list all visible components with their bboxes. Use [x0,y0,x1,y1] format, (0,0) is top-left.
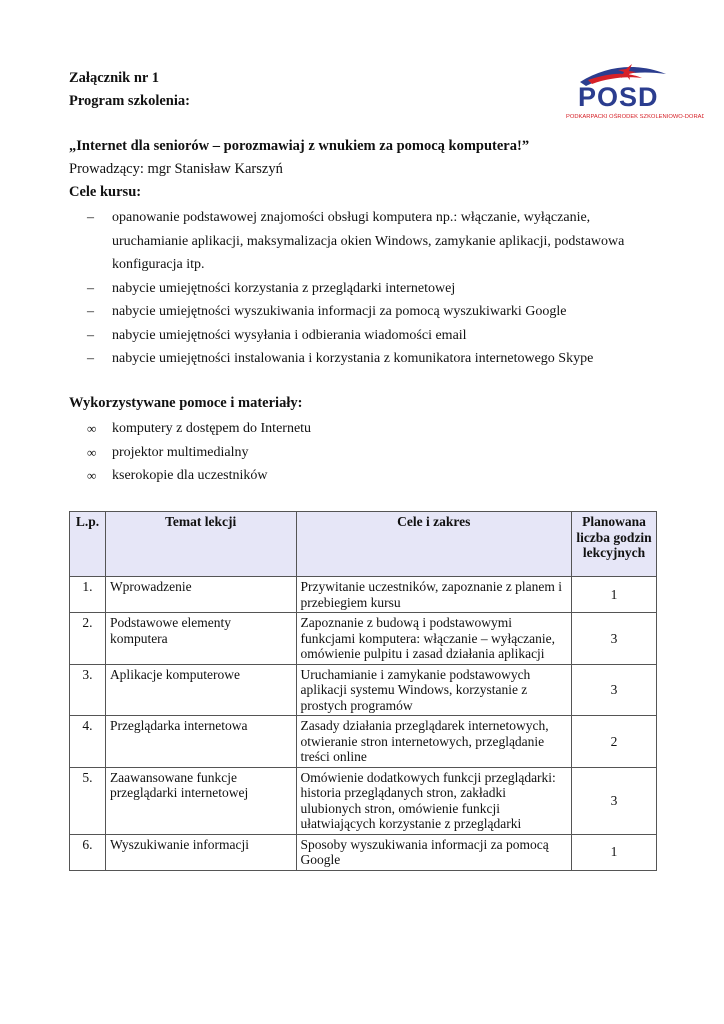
list-item [69,324,659,348]
dash-bullet: – [87,210,94,225]
list-item [69,347,659,371]
table-row [70,834,657,870]
infinity-bullet-icon: ∞ [87,468,97,483]
table-row [70,613,657,665]
logo-subtitle: PODKARPACKI OŚRODEK SZKOLENIOWO-DORADCZY [566,114,704,120]
program-heading: Program szkolenia: [69,93,190,109]
logo-text: POSD [578,82,659,112]
cell-topic: Wyszukiwanie informacji [105,834,296,870]
dash-bullet: – [87,304,94,319]
material-text: kserokopie dla uczestników [112,468,268,483]
posd-logo [566,60,704,124]
cell-goals: Przywitanie uczestników, zapoznanie z planem i przebiegiem kursu [296,577,572,613]
table-row [70,716,657,768]
infinity-bullet-icon: ∞ [87,444,97,460]
header-topic: Temat lekcji [105,512,296,577]
goals-list [69,206,659,371]
lessons-table [69,511,657,871]
dash-bullet: – [87,327,94,343]
goal-text: nabycie umiejętności wysyłania i odbierania wiadomości email [112,327,467,343]
cell-hours: 1 [572,834,657,870]
dash-bullet: – [87,280,94,296]
course-title: „Internet dla seniorów – porozmawiaj z wnukiem za pomocą komputera!” [69,138,530,154]
header-lp: L.p. [70,512,106,577]
list-item [69,300,659,324]
goals-heading: Cele kursu: [69,184,142,200]
table-row [70,664,657,716]
cell-hours: 3 [572,613,657,665]
cell-goals: Uruchamianie i zamykanie podstawowych aplikacji systemu Windows, korzystanie z prostych programów [296,664,572,716]
material-text: projektor multimedialny [112,444,249,460]
list-item [69,206,659,277]
goal-text: nabycie umiejętności wyszukiwania informacji za pomocą wyszukiwarki Google [112,304,567,319]
instructor-line: Prowadzący: mgr Stanisław Karszyń [69,161,283,177]
cell-goals: Omówienie dodatkowych funkcji przeglądarki: historia przeglądanych stron, zakładki ulubionych stron, omówienie funkcji ułatwiających korzystanie z przeglądarki [296,767,572,834]
goal-text: opanowanie podstawowej znajomości obsługi komputera np.: włączanie, wyłączanie, uruchamianie aplikacji, maksymalizacja okien Windows, zamykanie aplikacji, podstawowa konfiguracja itp. [112,210,625,272]
cell-lp: 6. [70,834,106,870]
material-text: komputery z dostępem do Internetu [112,421,312,436]
cell-lp: 5. [70,767,106,834]
list-item [69,417,311,441]
cell-topic: Przeglądarka internetowa [105,716,296,768]
posd-logo-graphic [566,60,704,124]
cell-hours: 3 [572,767,657,834]
list-item [69,464,311,488]
cell-topic: Zaawansowane funkcje przeglądarki internetowej [105,767,296,834]
cell-topic: Podstawowe elementy komputera [105,613,296,665]
cell-goals: Zasady działania przeglądarek internetowych, otwieranie stron internetowych, przeglądanie treści online [296,716,572,768]
table-header-row [70,512,657,577]
cell-goals: Zapoznanie z budową i podstawowymi funkcjami komputera: włączanie – wyłączanie, omówienie pulpitu i zasad działania aplikacji [296,613,572,665]
cell-goals: Sposoby wyszukiwania informacji za pomocą Google [296,834,572,870]
header-goals: Cele i zakres [296,512,572,577]
materials-list [69,417,311,488]
cell-topic: Aplikacje komputerowe [105,664,296,716]
annex-label: Załącznik nr 1 [69,70,159,86]
cell-hours: 2 [572,716,657,768]
cell-lp: 2. [70,613,106,665]
header-hours: Planowana liczba godzin lekcyjnych [572,512,657,577]
list-item [69,277,659,301]
cell-lp: 4. [70,716,106,768]
cell-lp: 1. [70,577,106,613]
materials-heading: Wykorzystywane pomoce i materiały: [69,395,303,411]
cell-hours: 1 [572,577,657,613]
dash-bullet: – [87,351,94,366]
goal-text: nabycie umiejętności korzystania z przeglądarki internetowej [112,280,456,296]
infinity-bullet-icon: ∞ [87,421,97,436]
cell-hours: 3 [572,664,657,716]
goal-text: nabycie umiejętności instalowania i korzystania z komunikatora internetowego Skype [112,351,594,366]
cell-lp: 3. [70,664,106,716]
table-row [70,577,657,613]
cell-topic: Wprowadzenie [105,577,296,613]
table-row [70,767,657,834]
list-item [69,441,311,465]
